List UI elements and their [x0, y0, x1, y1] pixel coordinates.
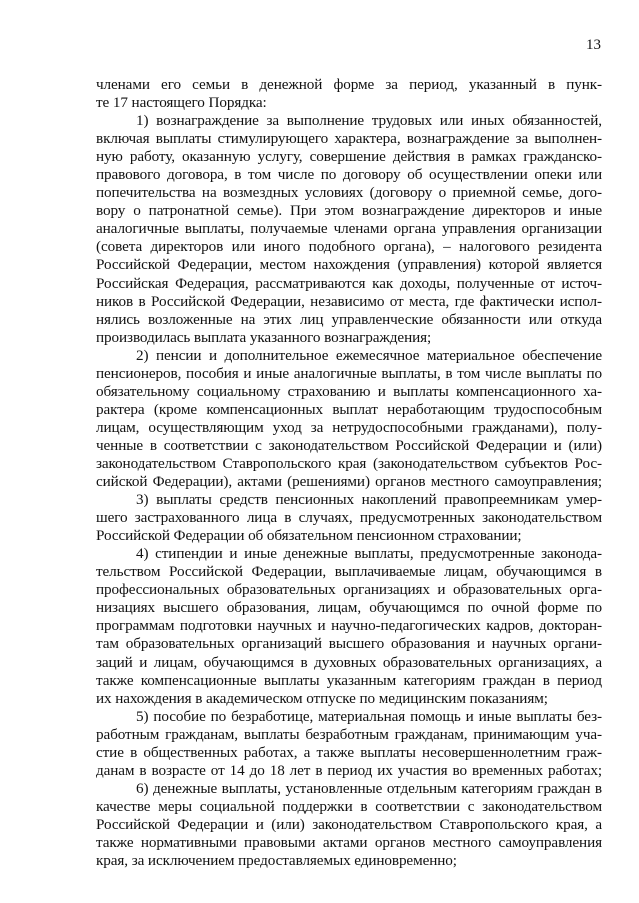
- text-line: ную работу, оказанную услугу, совершение действия в рамках гражданско-: [96, 148, 602, 166]
- text-line: стие в общественных работах, а также выплаты несовершеннолетним граж-: [96, 743, 602, 761]
- text-line: также компенсационные выплаты указанным категориям граждан в период: [96, 671, 602, 689]
- text-line: их нахождения в академическом отпуске по медицинским показаниям;: [96, 689, 548, 707]
- text-line: данам в возрасте от 14 до 18 лет в период их участия во временных работах;: [96, 761, 602, 779]
- text-line: Российской Федерации и (или) законодательством Ставропольского края, а: [96, 815, 602, 833]
- text-line: программам подготовки научных и научно-педагогических кадров, докторан-: [96, 617, 602, 635]
- text-line: законодательством Ставропольского края (законодательством субъектов Рос-: [96, 454, 602, 472]
- text-line: Российской Федерации об обязательном пенсионном страховании;: [96, 527, 522, 545]
- text-line: те 17 настоящего Порядка:: [96, 94, 267, 112]
- text-line: тельством Российской Федерации, выплачиваемые лицам, обучающимся в: [96, 563, 602, 581]
- text-line: ников в Российской Федерации, независимо от места, где фактически испол-: [96, 292, 602, 310]
- text-line: нялись возложенные на этих лиц управленческие обязанности или откуда: [96, 310, 602, 328]
- text-line: 2) пенсии и дополнительное ежемесячное материальное обеспечение: [136, 346, 602, 364]
- text-line: включая выплаты стимулирующего характера, вознаграждение за выполнен-: [96, 130, 602, 148]
- text-line: лицам, осуществляющим уход за нетрудоспособными гражданами), полу-: [96, 418, 602, 436]
- body-text: [96, 76, 602, 870]
- text-line: качестве меры социальной поддержки в соответствии с законодательством: [96, 797, 602, 815]
- text-line: аналогичные выплаты, получаемые членами органа управления организации: [96, 220, 602, 238]
- text-line: 5) пособие по безработице, материальная помощь и иные выплаты без-: [136, 707, 602, 725]
- text-line: шего застрахованного лица в случаях, предусмотренных законодательством: [96, 509, 602, 527]
- text-line: 4) стипендии и иные денежные выплаты, предусмотренные законода-: [136, 545, 602, 563]
- text-line: правового договора, в том числе по договору об осуществлении опеки или: [96, 166, 602, 184]
- text-line: заций и лицам, обучающимся в духовных образовательных организациях, а: [96, 653, 602, 671]
- text-line: 1) вознаграждение за выполнение трудовых или иных обязанностей,: [136, 112, 602, 130]
- text-line: сийской Федерации), актами (решениями) органов местного самоуправления;: [96, 473, 602, 491]
- text-line: 3) выплаты средств пенсионных накоплений правопреемникам умер-: [136, 491, 602, 509]
- text-line: низациях высшего образования, лицам, обучающимся по очной форме по: [96, 599, 602, 617]
- text-line: (совета директоров или иного подобного органа), – налогового резидента: [96, 238, 602, 256]
- text-line: обязательному социальному страхованию и выплаты компенсационного ха-: [96, 382, 602, 400]
- text-line: Российской Федерации, местом нахождения (управления) которой является: [96, 256, 602, 274]
- text-line: рактера (кроме компенсационных выплат неработающим трудоспособным: [96, 400, 602, 418]
- text-line: края, за исключением предоставляемых единовременно;: [96, 852, 457, 870]
- text-line: профессиональных образовательных организациях и образовательных орга-: [96, 581, 602, 599]
- text-line: попечительства на возмездных условиях (договору о приемной семье, дого-: [96, 184, 602, 202]
- text-line: работным гражданам, выплаты безработным гражданам, принимающим уча-: [96, 725, 602, 743]
- text-line: 6) денежные выплаты, установленные отдельным категориям граждан в: [136, 779, 602, 797]
- text-line: вору о патронатной семье). При этом вознаграждение директоров и иные: [96, 202, 602, 220]
- text-line: пенсионеров, пособия и иные аналогичные выплаты, в том числе выплаты по: [96, 364, 602, 382]
- page-number: 13: [586, 37, 601, 53]
- text-line: производилась выплата указанного вознаграждения;: [96, 328, 432, 346]
- text-line: там образовательных организаций высшего образования и научных органи-: [96, 635, 602, 653]
- text-line: Российская Федерация, рассматриваются как доходы, полученные от источ-: [96, 274, 602, 292]
- text-line: также нормативными правовыми актами органов местного самоуправления: [96, 833, 602, 851]
- text-line: членами его семьи в денежной форме за период, указанный в пунк-: [96, 76, 602, 93]
- text-line: ченные в соответствии с законодательством Российской Федерации и (или): [96, 436, 602, 454]
